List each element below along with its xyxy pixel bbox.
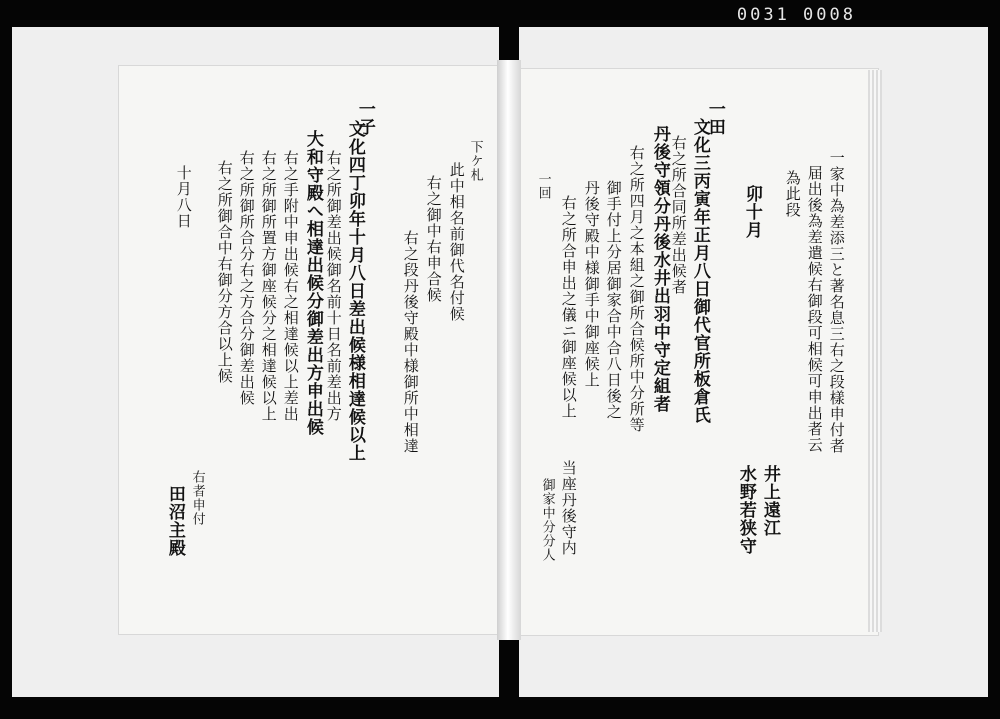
frame-number: 0031 0008 [736,5,856,25]
right-column: 卯十月 [741,185,762,239]
left-column: 右之所御合中右御分方合以上候 [215,160,234,384]
right-column: 右之所四月之本組之御所合候所中分所等 [627,145,646,433]
right-signature: 水野若狭守 [735,465,756,555]
left-signature: 田沼主殿 [164,485,185,557]
right-column: 文化三丙寅年正月八日御代官所板倉氏 [689,118,710,424]
left-column: 右之手附中申出候右之相達候以上差出 [281,150,300,422]
book-gutter [497,60,521,640]
right-column: 届出後為差遣候右御段可相候可申出者云 [805,165,824,453]
left-column: 此中相名前御代名付候 [447,162,466,322]
right-column: 為此段 [783,170,802,218]
right-column: 右之所合同所差出候者 [669,135,688,295]
left-column: 大和守殿へ相達出候分御差出方申出候 [302,130,323,436]
right-column: 一回 [535,172,551,200]
left-column: 下ケ札 [467,140,483,182]
left-date: 十月八日 [174,165,193,229]
left-column: 右之所御所合分右之方合分御差出候 [237,150,256,406]
left-column: 一子 [354,100,375,136]
left-signature: 右者申付 [189,470,205,526]
page-edge [868,70,882,632]
right-signature: 井上遠江 [759,465,780,537]
right-signature: 当座丹後守内 [559,460,578,556]
left-column: 右之御中右申合候 [424,175,443,303]
left-column: 右之所御差出候御名前十日名前差出方 [324,150,343,422]
left-column: 右之段丹後守殿中様御所中相達 [401,230,420,454]
right-column: 一家中為差添三と著名息三右之段樣申付者 [827,150,846,454]
right-column: 御手付上分居御家合中合八日後之 [604,180,623,420]
left-column: 右之所御所置方御座候分之相達候以上 [259,150,278,422]
right-column: 丹後守領分丹後水井出羽中守定組者 [649,125,670,413]
right-column: 丹後守殿中様御手中御座候上 [582,180,601,388]
right-column: 一田 [704,100,725,136]
right-signature: 御家中分分人 [539,478,555,562]
right-column: 右之所合申出之儀ニ御座候以上 [559,195,578,419]
left-column: 文化四丁卯年十月八日差出候様相達候以上 [344,120,365,462]
